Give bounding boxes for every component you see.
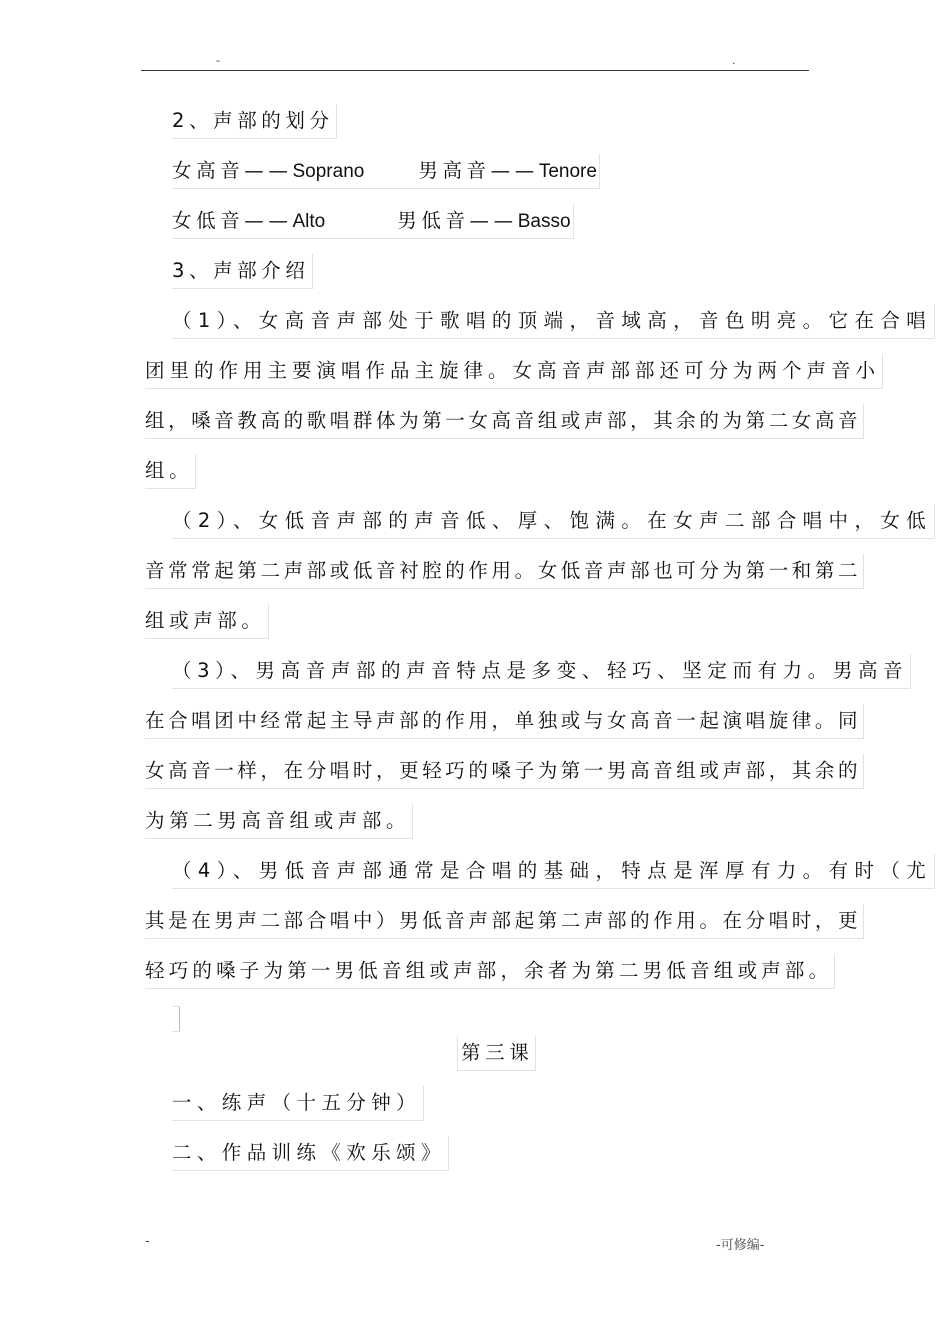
para3-line4: 为第二男高音组或声部。 <box>145 804 413 839</box>
para1-line1: （1）、女高音声部处于歌唱的顶端，音域高，音色明亮。它在合唱 <box>172 304 935 339</box>
alto-label-cn: 女低音—— <box>172 209 293 232</box>
header-right-mark: . <box>732 54 736 67</box>
soprano-label-cn: 女高音—— <box>172 159 293 182</box>
soprano-label-en: Soprano <box>292 161 365 182</box>
para2-line2: 音常常起第二声部或低音衬腔的作用。女低音声部也可分为第一和第二 <box>145 554 864 589</box>
bass-label-en: Basso <box>517 211 571 232</box>
section-heading-voice-intro: 3、声部介绍 <box>172 254 313 289</box>
lesson-item-repertoire: 二、作品训练《欢乐颂》 <box>172 1136 449 1171</box>
para4-line3: 轻巧的嗓子为第一男低音组或声部，余者为第二男低音组或声部。 <box>145 954 835 989</box>
voice-row-high <box>172 154 600 189</box>
para4-line1: （4）、男低音声部通常是合唱的基础，特点是浑厚有力。有时（尤 <box>172 854 935 889</box>
para3-line2: 在合唱团中经常起主导声部的作用，单独或与女高音一起演唱旋律。同 <box>145 704 864 739</box>
para3-line1: （3）、男高音声部的声音特点是多变、轻巧、坚定而有力。男高音 <box>172 654 911 689</box>
footer-editable-note: -可修编- <box>716 1238 765 1253</box>
para4-line2: 其是在男声二部合唱中）男低音声部起第二声部的作用。在分唱时，更 <box>145 904 864 939</box>
tenor-label-en: Tenore <box>538 161 597 182</box>
empty-line-marker <box>172 1006 180 1032</box>
para3-line3: 女高音一样，在分唱时，更轻巧的嗓子为第一男高音组或声部，其余的 <box>145 754 864 789</box>
lesson-title: 第三课 <box>457 1036 536 1071</box>
header-left-mark: - <box>216 54 220 67</box>
lesson-item-warmup: 一、练声（十五分钟） <box>172 1086 424 1121</box>
para1-line3: 组，嗓音教高的歌唱群体为第一女高音组或声部，其余的为第二女高音 <box>145 404 864 439</box>
header-rule <box>141 70 809 71</box>
voice-row-low <box>172 204 574 239</box>
para2-line1: （2）、女低音声部的声音低、厚、饱满。在女声二部合唱中，女低 <box>172 504 935 539</box>
bass-label-cn: 男低音—— <box>397 209 518 232</box>
para1-line4: 组。 <box>145 454 196 489</box>
alto-label-en: Alto <box>292 211 326 232</box>
tenor-label-cn: 男高音—— <box>418 159 539 182</box>
footer-left-mark: - <box>145 1234 150 1249</box>
section-heading-voice-division: 2、声部的划分 <box>172 104 337 139</box>
para1-line2: 团里的作用主要演唱作品主旋律。女高音声部部还可分为两个声音小 <box>145 354 883 389</box>
para2-line3: 组或声部。 <box>145 604 269 639</box>
